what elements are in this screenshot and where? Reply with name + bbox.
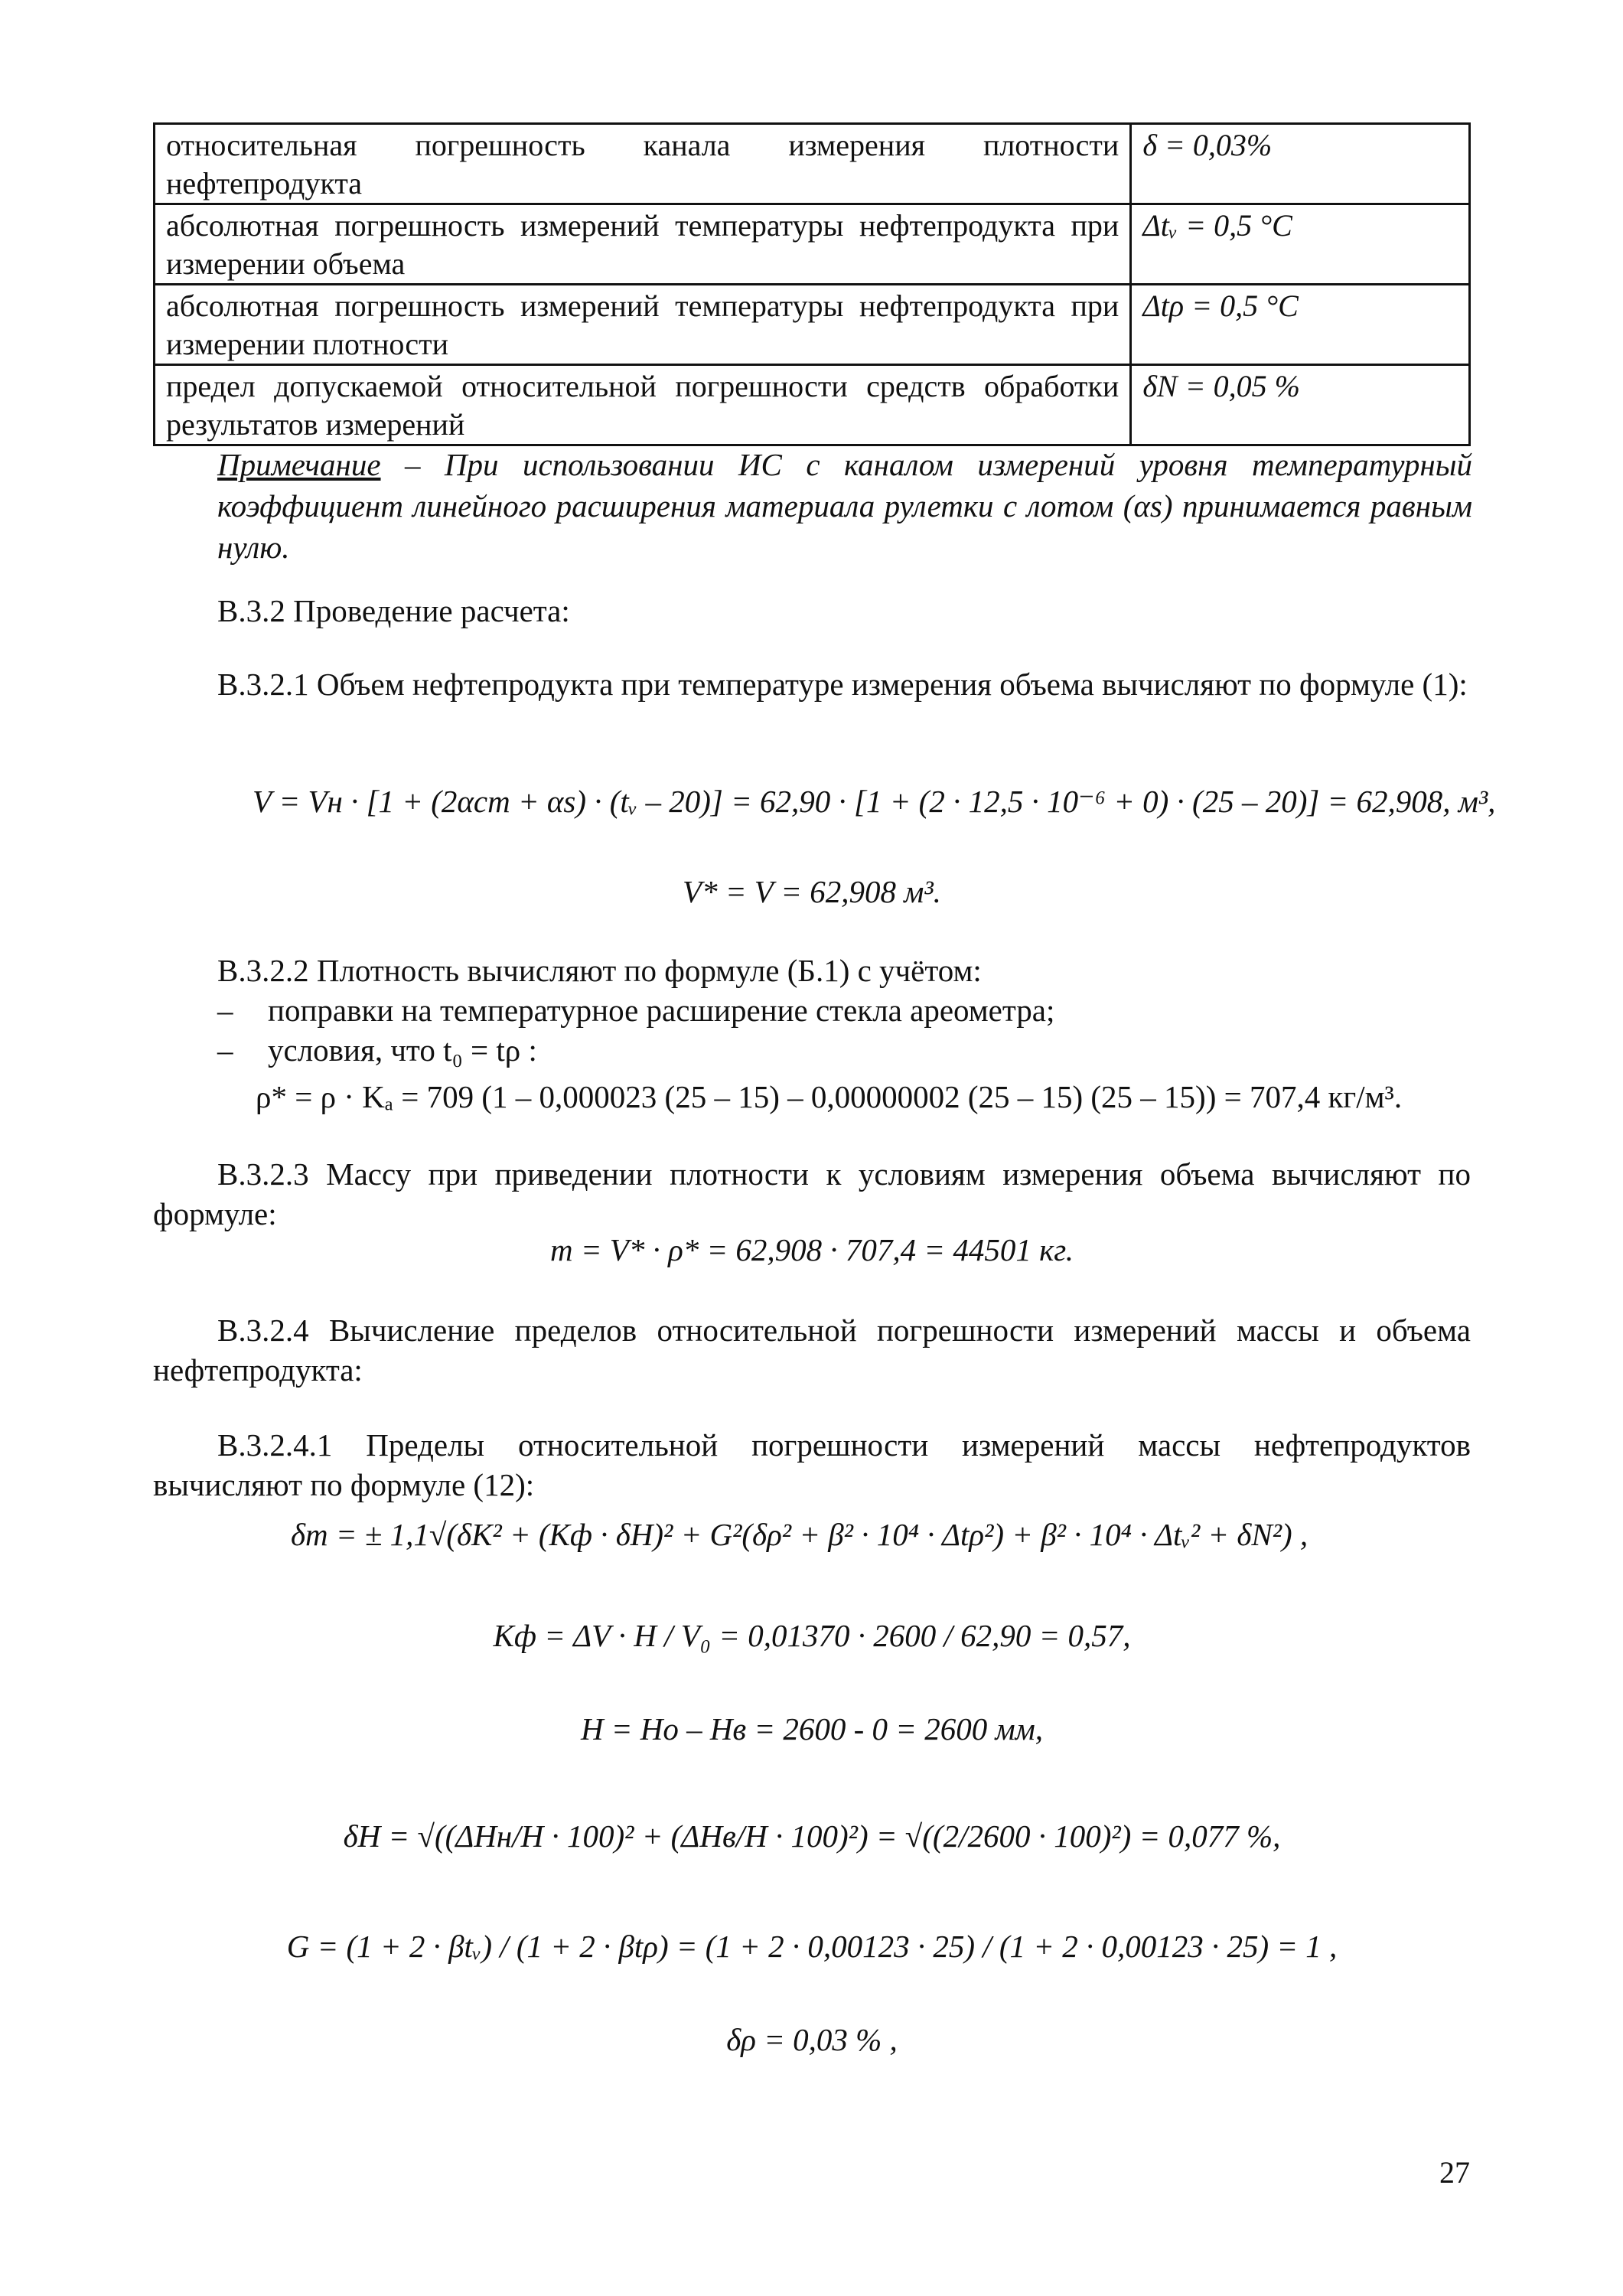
paragraph-3-2-3: В.3.2.3 Массу при приведении плотности к условиям измерения объема вычисляют по формуле:: [153, 1156, 1471, 1231]
paragraph-3-2-4-1: В.3.2.4.1 Пределы относительной погрешности измерений массы нефтепродуктов вычисляют по формуле (12):: [153, 1427, 1471, 1502]
paragraph-3-2-4: В.3.2.4 Вычисление пределов относительной погрешности измерений массы и объема нефтепродукта:: [153, 1313, 1471, 1388]
table-cell-value: Δtρ = 0,5 °C: [1131, 285, 1470, 365]
formula-delta-m: δm = ± 1,1√(δK² + (Kф · δH)² + G²(δρ² + β² · 10⁴ · Δtρ²) + β² · 10⁴ · Δtᵥ² + δN²) ,: [291, 1517, 1309, 1552]
table-row: [155, 204, 1470, 285]
formula-h: H = Hо – Hв = 2600 - 0 = 2600 мм,: [580, 1711, 1044, 1746]
formula-g: G = (1 + 2 · βtᵥ) / (1 + 2 · βtρ) = (1 + 2 · 0,00123 · 25) / (1 + 2 · 0,00123 · 25) = 1 ,: [286, 1929, 1338, 1964]
list-item: поправки на температурное расширение стекла ареометра;: [268, 993, 1055, 1028]
table-cell-desc: абсолютная погрешность измерений температуры нефтепродукта при измерении объема: [155, 204, 1131, 285]
paragraph-3-2-1: В.3.2.1 Объем нефтепродукта при температуре измерения объема вычисляют по формуле (1):: [217, 667, 1468, 702]
table-cell-desc: относительная погрешность канала измерения плотности нефтепродукта: [155, 124, 1131, 204]
table-cell-desc: абсолютная погрешность измерений температуры нефтепродукта при измерении плотности: [155, 285, 1131, 365]
table-row: [155, 365, 1470, 445]
list-item: условия, что t₀ = tρ :: [268, 1032, 537, 1068]
formula-delta-h: δH = √((ΔHн/H · 100)² + (ΔHв/H · 100)²) = √((2/2600 · 100)²) = 0,077 %,: [343, 1818, 1281, 1854]
formula-volume: V = Vн · [1 + (2αст + αs) · (tᵥ – 20)] = 62,90 · [1 + (2 · 12,5 · 10⁻⁶ + 0) · (25 – 20)] = 62,908, м³,: [253, 784, 1496, 819]
list-bullet-2: –: [217, 1032, 233, 1068]
table-cell-desc: предел допускаемой относительной погрешности средств обработки результатов измерений: [155, 365, 1131, 445]
section-heading-3-2: В.3.2 Проведение расчета:: [217, 593, 570, 628]
table-cell-value: Δtᵥ = 0,5 °C: [1131, 204, 1470, 285]
formula-mass: m = V* · ρ* = 62,908 · 707,4 = 44501 кг.: [550, 1232, 1074, 1267]
parameters-table: [153, 122, 1471, 446]
note-paragraph: [217, 444, 1472, 568]
formula-kf: Kф = ΔV · H / V₀ = 0,01370 · 2600 / 62,90 = 0,57,: [493, 1618, 1131, 1653]
formula-density: ρ* = ρ · Kₐ = 709 (1 – 0,000023 (25 – 15) – 0,00000002 (25 – 15) (25 – 15)) = 707,4 кг/м³.: [256, 1079, 1403, 1114]
note-text: – При использовании ИС с каналом измерений уровня температурный коэффициент линейного расширения материала рулетки с лотом (αs) принимается равным нулю.: [217, 447, 1472, 565]
formula-vstar: V* = V = 62,908 м³.: [683, 874, 941, 909]
paragraph-3-2-2: В.3.2.2 Плотность вычисляют по формуле (Б.1) с учётом:: [217, 953, 982, 988]
table-row: [155, 285, 1470, 365]
page-number: 27: [1439, 2155, 1470, 2190]
table-row: [155, 124, 1470, 204]
list-bullet-1: –: [217, 993, 233, 1028]
table-cell-value: δN = 0,05 %: [1131, 365, 1470, 445]
formula-delta-rho: δρ = 0,03 % ,: [726, 2022, 898, 2057]
table-cell-value: δ = 0,03%: [1131, 124, 1470, 204]
note-label: Примечание: [217, 447, 381, 482]
